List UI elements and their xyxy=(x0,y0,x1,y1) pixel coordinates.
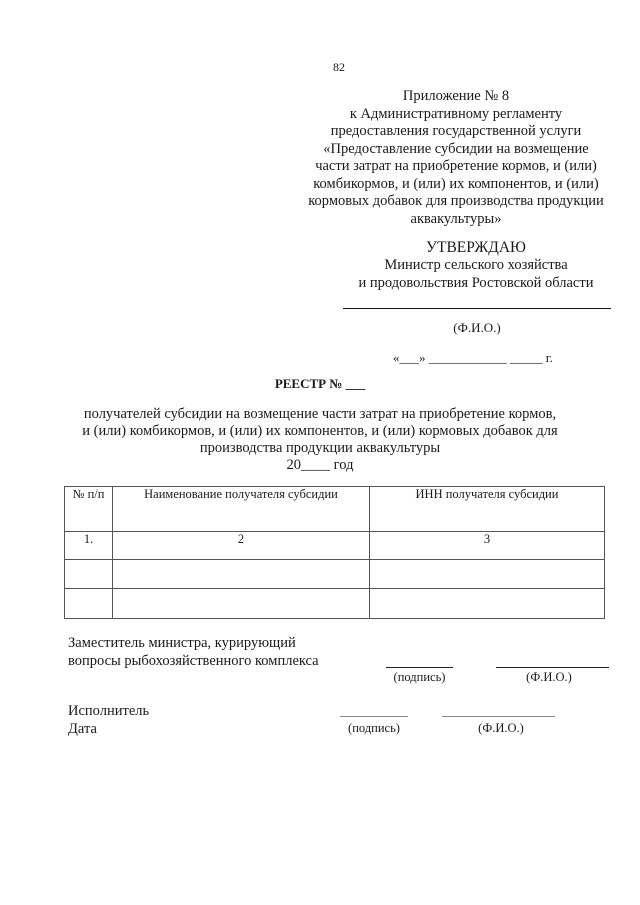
deputy-minister-line: вопросы рыбохозяйственного комплекса xyxy=(68,653,319,669)
deputy-fio-caption: (Ф.И.О.) xyxy=(526,670,572,684)
executor-fio-caption: (Ф.И.О.) xyxy=(478,721,524,735)
header-cell-recipient-name: Наименование получателя субсидии xyxy=(113,487,370,532)
executor-fio-line xyxy=(442,716,555,717)
deputy-signature-line xyxy=(386,667,453,668)
registry-table xyxy=(64,486,605,619)
executor-signature-caption: (подпись) xyxy=(348,721,400,735)
executor-block xyxy=(68,702,149,738)
registry-subtitle xyxy=(60,406,580,474)
header-cell-number: № п/п xyxy=(65,487,113,532)
header-cell-inn: ИНН получателя субсидии xyxy=(370,487,605,532)
table-index-row xyxy=(65,532,605,560)
approval-title: УТВЕРЖДАЮ xyxy=(426,239,526,256)
executor-signature-line xyxy=(340,716,408,717)
approval-fio-caption: (Ф.И.О.) xyxy=(453,320,501,335)
registry-subtitle-line: 20____ год xyxy=(286,457,354,473)
approval-position: и продовольствия Ростовской области xyxy=(358,274,594,291)
appendix-line: кормовых добавок для производства продукции xyxy=(308,193,604,209)
appendix-line: части затрат на приобретение кормов, и (или) xyxy=(315,158,597,174)
table-header-row xyxy=(65,487,605,532)
approval-position: Министр сельского хозяйства xyxy=(384,257,568,273)
registry-title: РЕЕСТР № ___ xyxy=(274,376,366,391)
approval-signature-line xyxy=(343,308,611,309)
appendix-line: комбикормов, и (или) их компонентов, и (или) xyxy=(313,175,599,192)
table-cell[interactable] xyxy=(370,560,605,589)
deputy-signature-caption: (подпись) xyxy=(393,670,446,684)
deputy-minister-line: Заместитель министра, курирующий xyxy=(68,635,296,651)
table-cell[interactable] xyxy=(113,589,370,619)
table-cell[interactable] xyxy=(370,589,605,619)
registry-subtitle-line: и (или) комбикормов, и (или) их компонентов, и (или) кормовых добавок для xyxy=(82,423,558,439)
date-label: Дата xyxy=(68,721,97,737)
appendix-line: «Предоставление субсидии на возмещение xyxy=(323,140,589,157)
registry-subtitle-line: получателей субсидии на возмещение части затрат на приобретение кормов, xyxy=(83,406,557,422)
table-cell[interactable] xyxy=(113,560,370,589)
executor-label: Исполнитель xyxy=(68,703,150,719)
approval-block xyxy=(340,238,612,292)
table-cell[interactable] xyxy=(65,589,113,619)
index-cell: 3 xyxy=(370,532,605,560)
appendix-header xyxy=(300,88,612,228)
table-row xyxy=(65,560,605,589)
registry-subtitle-line: производства продукции аквакультуры xyxy=(199,440,441,456)
table-cell[interactable] xyxy=(65,560,113,589)
appendix-line: аквакультуры» xyxy=(410,210,502,227)
page-number: 82 xyxy=(333,60,345,74)
deputy-minister-label xyxy=(68,634,319,670)
deputy-fio-line xyxy=(496,667,609,668)
appendix-line: Приложение № 8 xyxy=(402,88,510,104)
index-cell: 2 xyxy=(113,532,370,560)
table-row xyxy=(65,589,605,619)
appendix-line: предоставления государственной услуги xyxy=(330,123,582,139)
approval-date-line: «___» ____________ _____ г. xyxy=(393,350,553,365)
index-cell: 1. xyxy=(65,532,113,560)
appendix-line: к Административному регламенту xyxy=(349,105,563,122)
